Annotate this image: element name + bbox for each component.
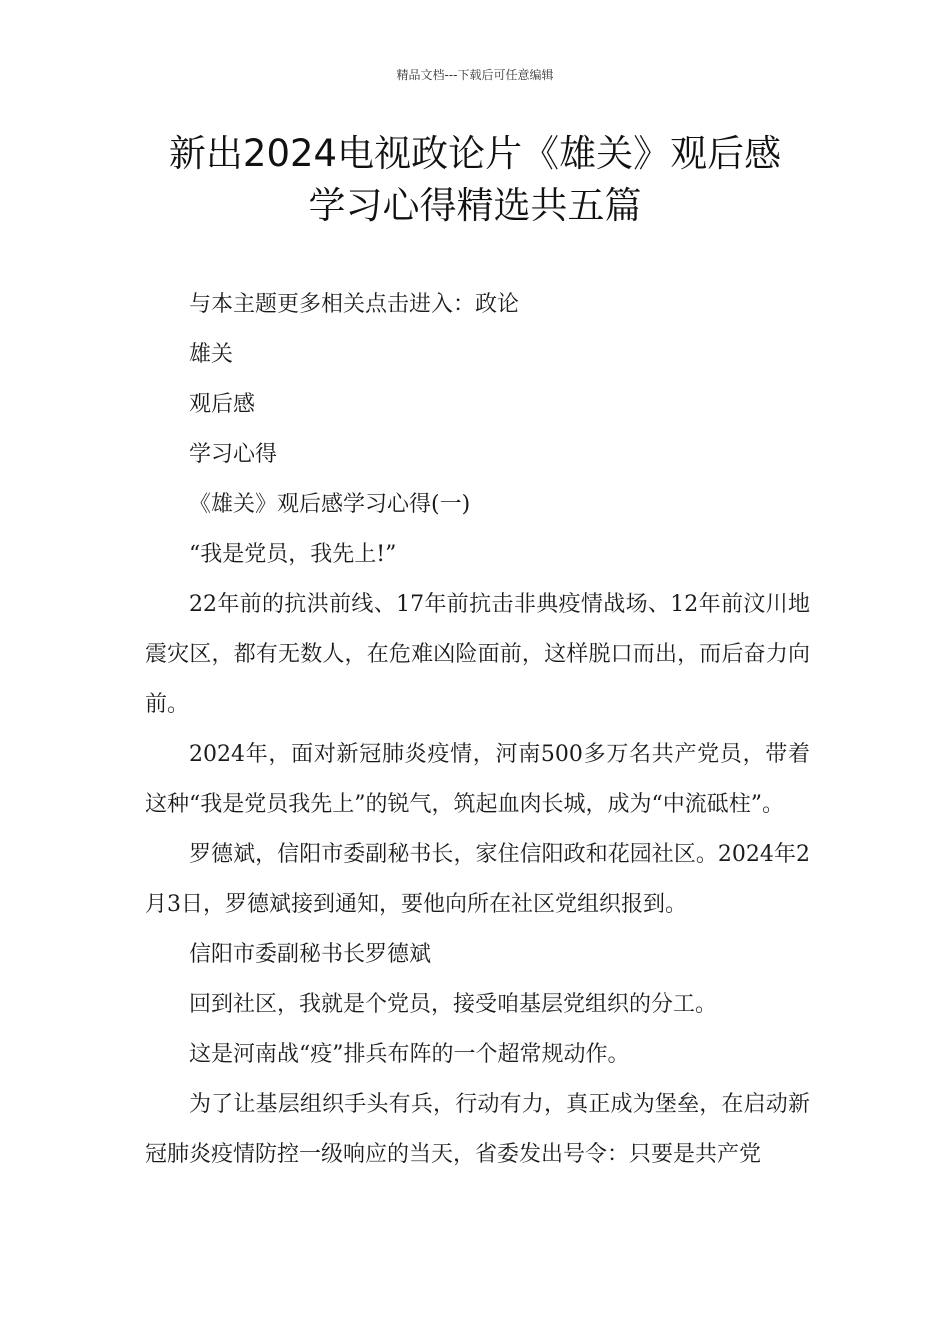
body-paragraph: 2024年，面对新冠肺炎疫情，河南500多万名共产党员，带着这种“我是党员我先上”的锐气，筑起血肉长城，成为“中流砥柱”。 <box>145 742 810 817</box>
body-paragraph: 为了让基层组织手头有兵，行动有力，真正成为堡垒，在启动新冠肺炎疫情防控一级响应的当天，省委发出号令：只要是共产党 <box>145 1092 810 1167</box>
body-paragraph: 22年前的抗洪前线、17年前抗击非典疫情战场、12年前汶川地震灾区，都有无数人，在危难凶险面前，这样脱口而出，而后奋力向前。 <box>145 592 810 717</box>
section-heading: 《雄关》观后感学习心得(一) <box>189 492 471 517</box>
title-line-1: 新出2024电视政论片《雄关》观后感 <box>168 132 782 175</box>
document-title <box>0 128 950 232</box>
body-paragraph: 回到社区，我就是个党员，接受咱基层党组织的分工。 <box>189 992 718 1017</box>
topic-link-study-notes[interactable]: 学习心得 <box>189 442 278 467</box>
title-line-2: 学习心得精选共五篇 <box>308 184 642 227</box>
related-topics-paragraph: 与本主题更多相关点击进入：政论 <box>189 292 520 317</box>
body-paragraph: 罗德斌，信阳市委副秘书长，家住信阳政和花园社区。2024年2月3日，罗德斌接到通知，要他向所在社区党组织报到。 <box>145 842 810 917</box>
body-paragraph: 这是河南战“疫”排兵布阵的一个超常规动作。 <box>189 1042 630 1067</box>
document-body <box>145 280 810 1180</box>
quote-paragraph: “我是党员，我先上!” <box>189 542 397 567</box>
header-note: 精品文档---下载后可任意编辑 <box>396 68 554 82</box>
caption-paragraph: 信阳市委副秘书长罗德斌 <box>189 942 432 967</box>
topic-link-review[interactable]: 观后感 <box>189 392 256 417</box>
topic-link-xiongguan[interactable]: 雄关 <box>189 342 234 367</box>
